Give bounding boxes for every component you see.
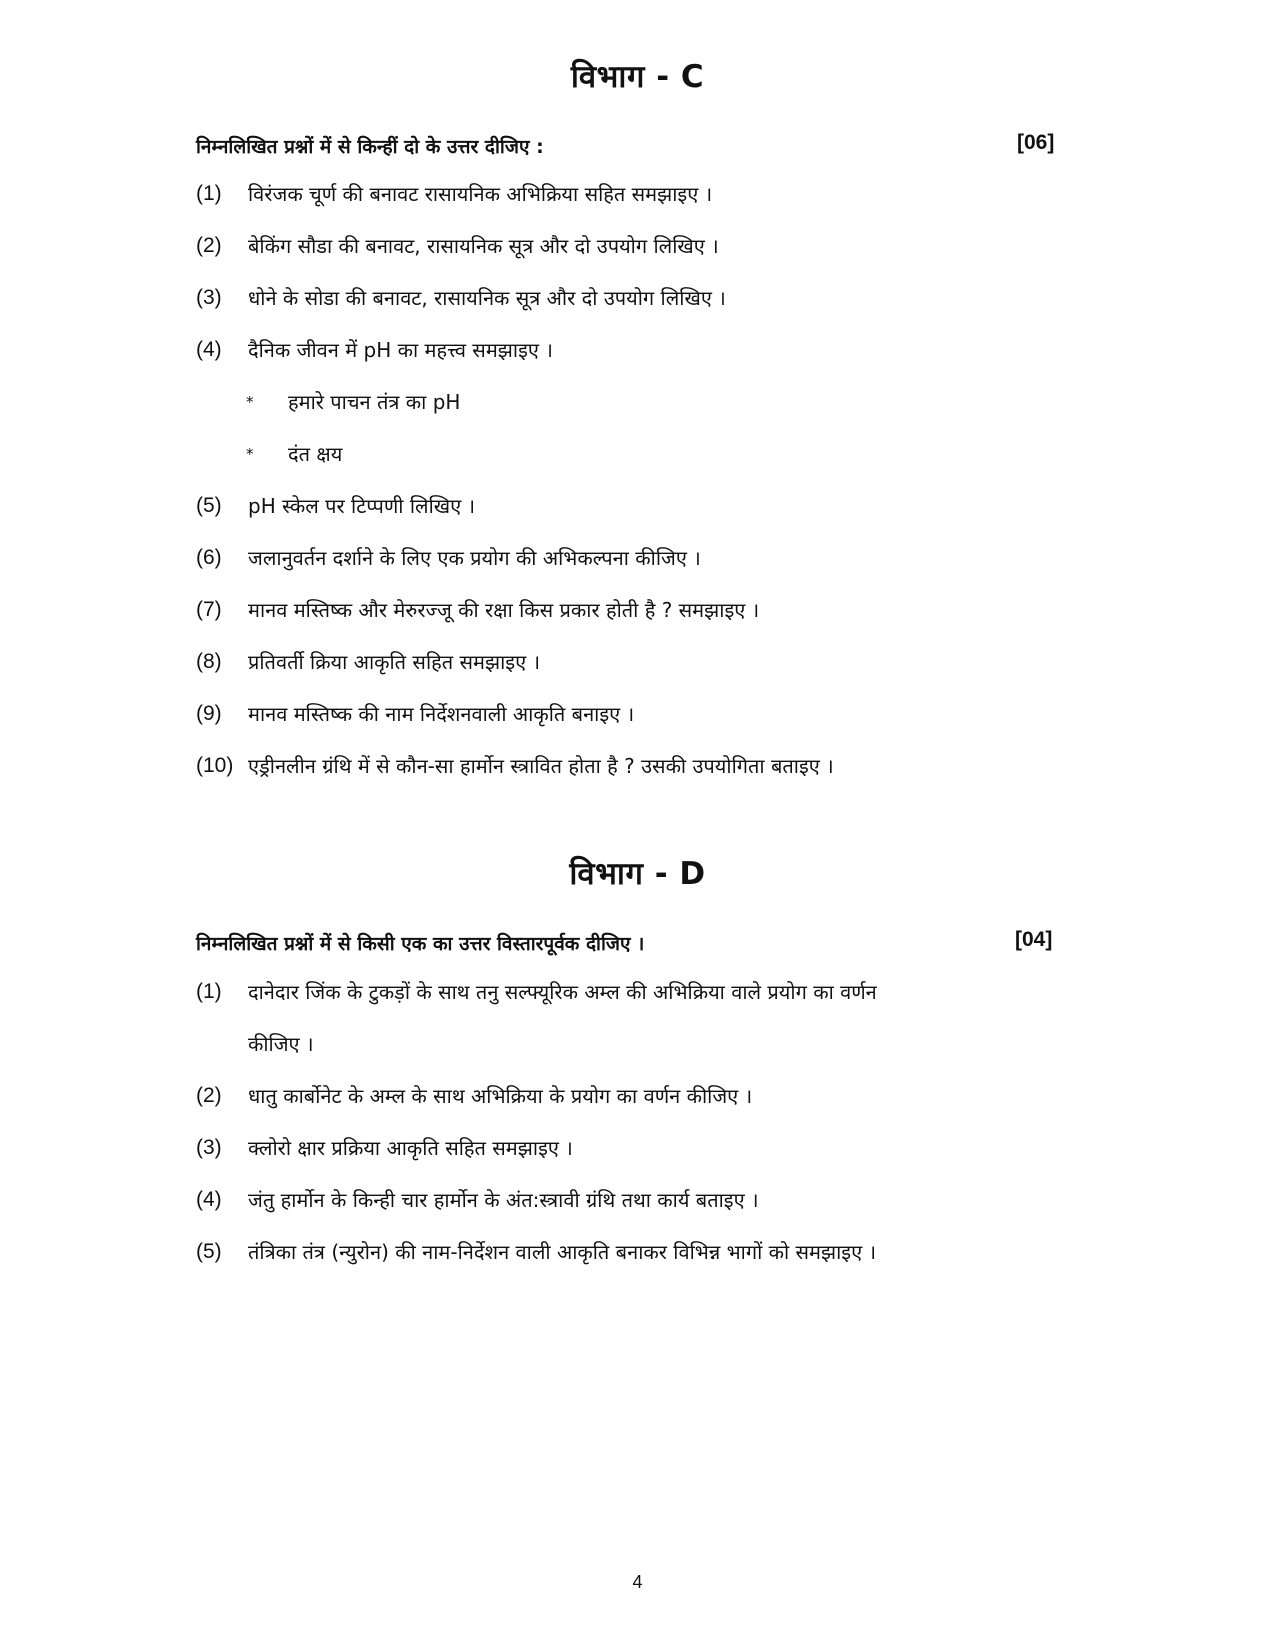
question-text: विरंजक चूर्ण की बनावट रासायनिक अभिक्रिया सहित समझाइए । [248,182,713,206]
page-number: 4 [632,1572,643,1592]
question-item [196,977,1076,1007]
question-text: क्लोरो क्षार प्रक्रिया आकृति सहित समझाइए । [248,1136,573,1160]
question-number: (3) [196,286,222,309]
question-item [196,1081,1076,1111]
question-text: दैनिक जीवन में pH का महत्त्व समझाइए । [248,338,553,362]
question-number: (9) [196,702,222,725]
question-text: एड्रीनलीन ग्रंथि में से कौन-सा हार्मोन स्त्रावित होता है ? उसकी उपयोगिता बताइए । [248,754,834,778]
question-text: जंतु हार्मोन के किन्ही चार हार्मोन के अंत:स्त्रावी ग्रंथि तथा कार्य बताइए । [248,1188,759,1212]
question-item [196,283,1076,313]
question-number: (1) [196,182,222,205]
question-text: मानव मस्तिष्क की नाम निर्देशनवाली आकृति बनाइए । [248,702,635,726]
bullet-asterisk-icon: * [246,445,254,463]
question-item [196,751,1076,781]
question-item [196,1185,1076,1215]
question-item [196,647,1076,677]
question-item [196,543,1076,573]
question-text: जलानुवर्तन दर्शाने के लिए एक प्रयोग की अभिकल्पना कीजिए । [248,546,701,570]
question-number: (10) [196,754,234,777]
bullet-asterisk-icon: * [246,393,254,411]
question-text: बेकिंग सौडा की बनावट, रासायनिक सूत्र और दो उपयोग लिखिए । [248,234,719,258]
question-number: (6) [196,546,222,569]
question-text: दानेदार जिंक के टुकड़ों के साथ तनु सल्फ्यूरिक अम्ल की अभिक्रिया वाले प्रयोग का वर्णन [248,980,877,1004]
section-c-instruction: निम्नलिखित प्रश्नों में से किन्हीं दो के उत्तर दीजिए : [196,136,544,158]
question-number: (3) [196,1136,222,1159]
section-d-title: विभाग - D [569,856,706,892]
question-item [196,231,1076,261]
question-item [196,491,1076,521]
section-d-instruction: निम्नलिखित प्रश्नों में से किसी एक का उत्तर विस्तारपूर्वक दीजिए । [196,933,645,955]
question-continuation [196,1029,1076,1059]
section-c-marks: [06] [1017,131,1055,154]
question-item [196,699,1076,729]
question-text: प्रतिवर्ती क्रिया आकृति सहित समझाइए । [248,650,541,674]
section-d-marks: [04] [1015,928,1053,951]
sub-item-text: हमारे पाचन तंत्र का pH [288,390,461,414]
question-number: (4) [196,1188,222,1211]
question-number: (2) [196,234,222,257]
question-text-continued: कीजिए । [248,1032,314,1056]
question-item [196,1133,1076,1163]
question-number: (5) [196,494,222,517]
question-number: (1) [196,980,222,1003]
question-text: धातु कार्बोनेट के अम्ल के साथ अभिक्रिया के प्रयोग का वर्णन कीजिए । [248,1084,753,1108]
question-number: (5) [196,1240,222,1263]
question-item [196,1237,1076,1267]
question-number: (7) [196,598,222,621]
question-number: (2) [196,1084,222,1107]
question-text: मानव मस्तिष्क और मेरुरज्जू की रक्षा किस प्रकार होती है ? समझाइए । [248,598,760,622]
question-text: pH स्केल पर टिप्पणी लिखिए । [248,494,476,518]
question-number: (4) [196,338,222,361]
question-item [196,179,1076,209]
question-item [196,335,1076,365]
question-item [196,595,1076,625]
question-number: (8) [196,650,222,673]
sub-item-text: दंत क्षय [288,442,343,466]
section-c-title: विभाग - C [570,59,705,95]
question-text: धोने के सोडा की बनावट, रासायनिक सूत्र और दो उपयोग लिखिए । [248,286,726,310]
question-text: तंत्रिका तंत्र (न्युरोन) की नाम-निर्देशन वाली आकृति बनाकर विभिन्न भागों को समझाइए । [248,1240,877,1264]
